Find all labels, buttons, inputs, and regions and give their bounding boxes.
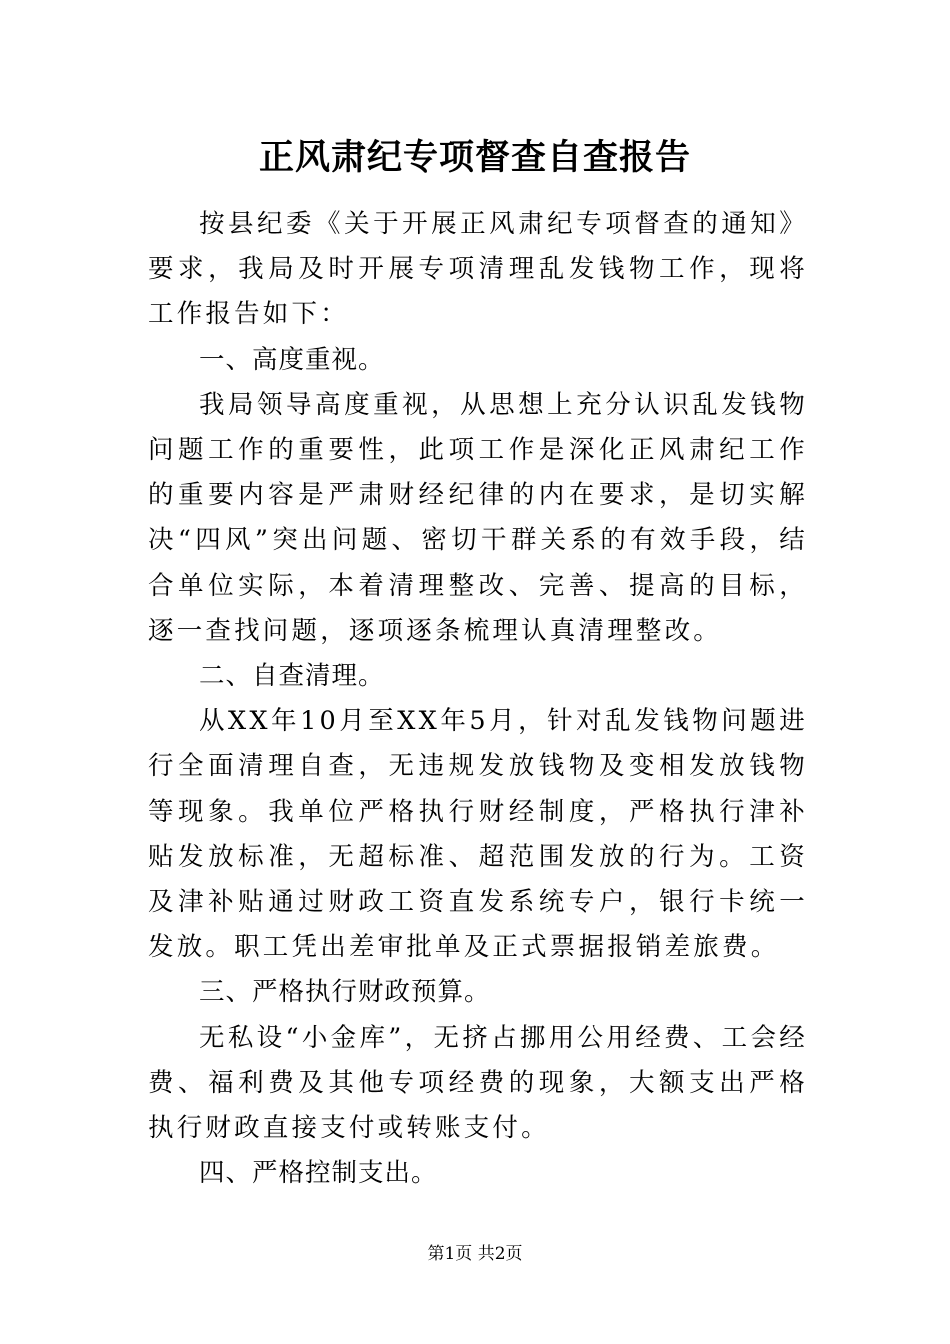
page-footer: 第1页 共2页: [427, 1244, 523, 1264]
section-heading-3: 三、严格执行财政预算。: [199, 977, 491, 1008]
section-paragraph-1: 我局领导高度重视，从思想上充分认识乱发钱物问题工作的重要性，此项工作是深化正风肃纪工作的重要内容是严肃财经纪律的内在要求，是切实解决“四风”突出问题、密切干群关系的有效手段，结合单位实际，本着清理整改、完善、提高的目标，逐一查找问题，逐项逐条梳理认真清理整改。: [148, 389, 808, 646]
section-heading-2: 二、自查清理。: [199, 661, 385, 692]
document-title: 正风肃纪专项督查自查报告: [258, 137, 691, 178]
section-heading-4: 四、严格控制支出。: [199, 1158, 438, 1189]
section-paragraph-3: 无私设“小金库”，无挤占挪用公用经费、工会经费、福利费及其他专项经费的现象，大额支出严格执行财政直接支付或转账支付。: [148, 1022, 808, 1144]
intro-paragraph: 按县纪委《关于开展正风肃纪专项督查的通知》要求，我局及时开展专项清理乱发钱物工作，现将工作报告如下：: [148, 209, 808, 330]
document-body: [148, 202, 808, 1196]
section-heading-1: 一、高度重视。: [199, 344, 385, 375]
section-paragraph-2: 从XX年10月至XX年5月，针对乱发钱物问题进行全面清理自查，无违规发放钱物及变相发放钱物等现象。我单位严格执行财经制度，严格执行津补贴发放标准，无超标准、超范围发放的行为。工资及津补贴通过财政工资直发系统专户，银行卡统一发放。职工凭出差审批单及正式票据报销差旅费。: [148, 706, 808, 963]
